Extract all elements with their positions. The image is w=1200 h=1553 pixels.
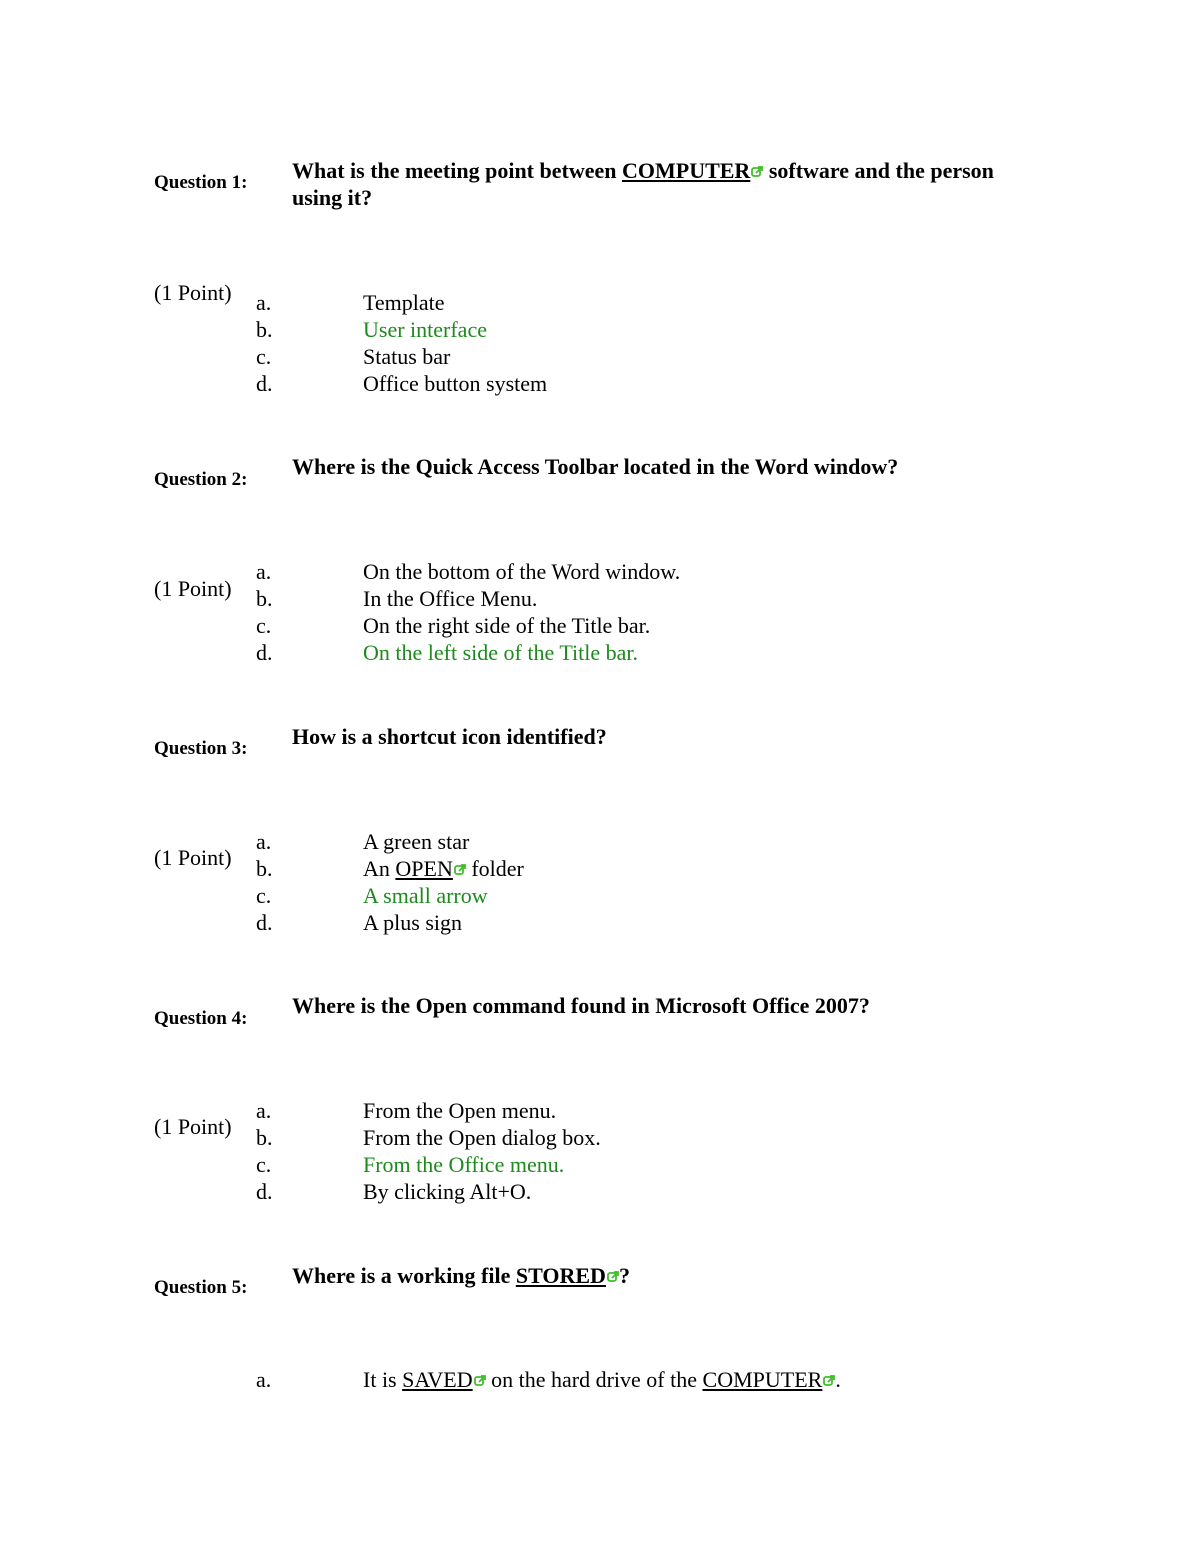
question-4-label: Question 4: [154,1008,248,1029]
correct-option-text: A small arrow [363,883,488,908]
external-link-icon[interactable] [751,166,763,178]
option-text-before: An [363,856,396,881]
option-text: On the right side of the Title bar. [363,613,651,638]
option-text: A plus sign [363,910,463,935]
option-letter: b. [256,856,273,881]
option-letter: c. [256,344,272,369]
option-letter: a. [256,829,272,854]
option-text: A green star [363,829,470,854]
option-letter: d. [256,640,273,665]
option-text: On the bottom of the Word window. [363,559,681,584]
question-1-text-after: software and the person using it? [292,158,994,210]
option-letter: c. [256,1152,272,1177]
option-text: Office button system [363,371,548,396]
external-link-icon[interactable] [454,864,466,876]
option-text: From the Open menu. [363,1098,557,1123]
option-letter: a. [256,1098,272,1123]
question-3-points: (1 Point) [154,845,232,870]
question-1-points: (1 Point) [154,280,232,305]
option-text-mid: on the hard drive of the [485,1367,703,1392]
question-3-label: Question 3: [154,738,248,759]
open-link[interactable]: OPEN [395,856,453,881]
option-text: By clicking Alt+O. [363,1179,532,1204]
question-5-label: Question 5: [154,1277,248,1298]
question-4-points: (1 Point) [154,1114,232,1139]
question-3-text: How is a shortcut icon identified? [292,724,607,749]
option-letter: b. [256,586,273,611]
option-letter: a. [256,559,272,584]
option-text-before: It is [363,1367,403,1392]
option-text [363,856,524,882]
question-5-text-before: Where is a working file [292,1263,516,1288]
computer-link[interactable]: COMPUTER [621,158,751,183]
question-2-label: Question 2: [154,469,248,490]
stored-link[interactable]: STORED [515,1263,606,1288]
option-text-after: . [835,1367,841,1392]
external-link-icon[interactable] [607,1271,619,1283]
saved-link[interactable]: SAVED [402,1367,473,1392]
option-letter: d. [256,371,273,396]
external-link-icon[interactable] [823,1375,835,1387]
option-letter: b. [256,317,273,342]
option-letter: c. [256,883,272,908]
question-4-text: Where is the Open command found in Microsoft Office 2007? [292,993,870,1018]
option-letter: d. [256,1179,273,1204]
option-letter: c. [256,613,272,638]
correct-option-text: From the Office menu. [363,1152,565,1177]
question-2-text: Where is the Quick Access Toolbar located in the Word window? [292,454,899,479]
option-text: Status bar [363,344,451,369]
option-letter: d. [256,910,273,935]
question-1-text [292,157,1012,211]
computer-link[interactable]: COMPUTER [702,1367,823,1392]
option-letter: a. [256,290,272,315]
external-link-icon[interactable] [474,1375,486,1387]
option-text: Template [363,290,445,315]
question-5-text-after: ? [618,1263,630,1288]
option-letter: a. [256,1367,272,1392]
option-text: In the Office Menu. [363,586,538,611]
question-1-text-before: What is the meeting point between [292,158,622,183]
question-1-label: Question 1: [154,172,248,193]
question-5-text [292,1262,1012,1289]
correct-option-text: On the left side of the Title bar. [363,640,638,665]
question-2-points: (1 Point) [154,576,232,601]
option-text: From the Open dialog box. [363,1125,601,1150]
option-letter: b. [256,1125,273,1150]
option-text [363,1367,841,1393]
option-text-after: folder [465,856,524,881]
correct-option-text: User interface [363,317,487,342]
